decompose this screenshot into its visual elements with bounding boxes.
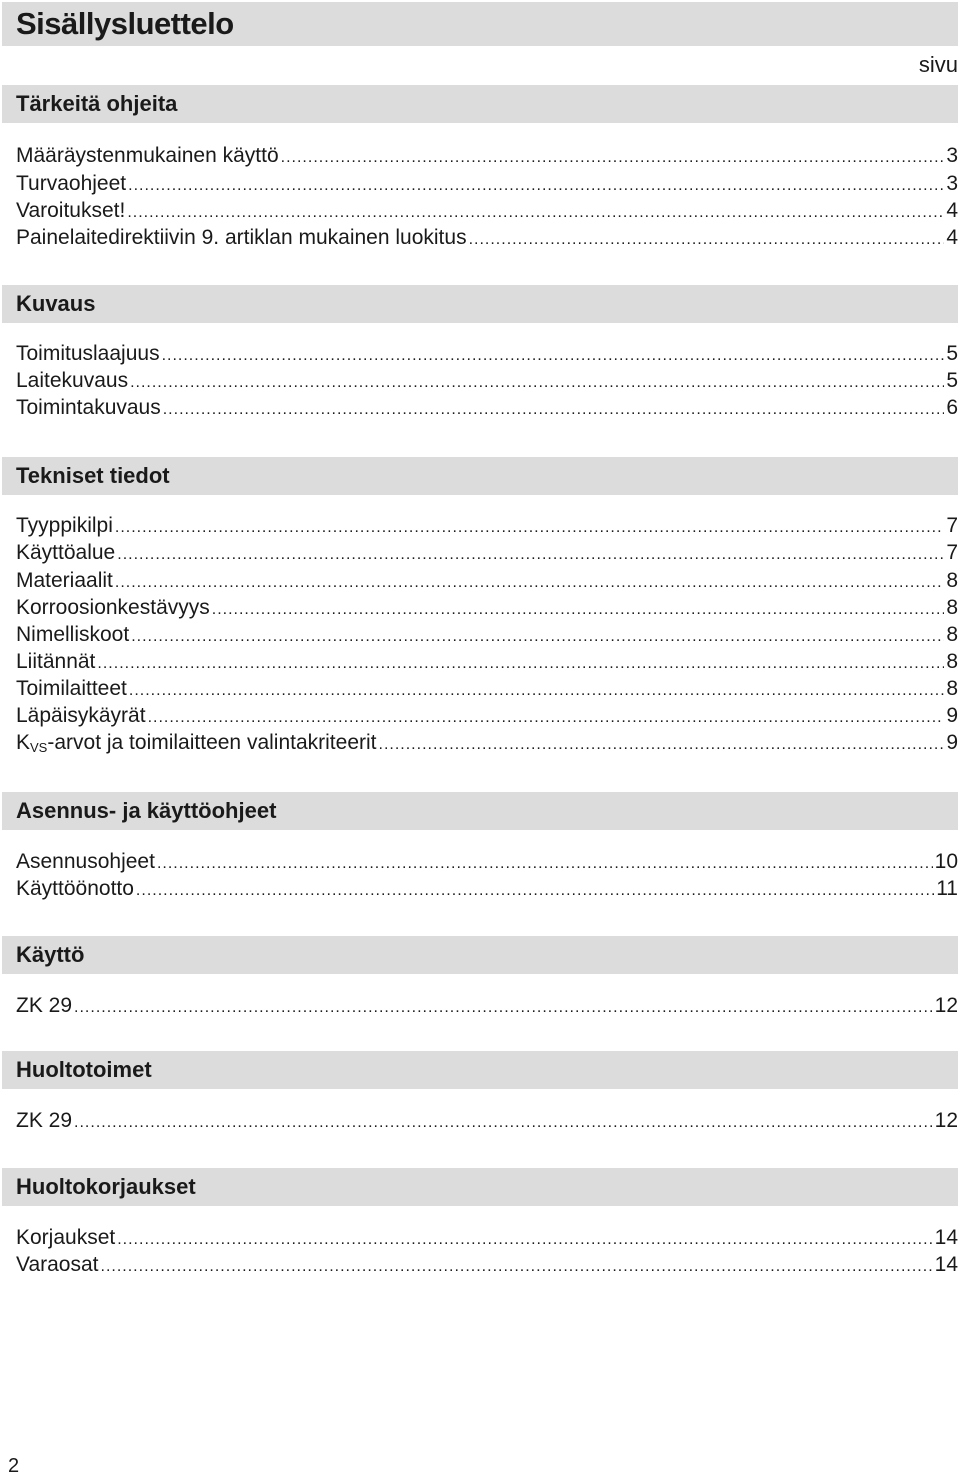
dot-leader xyxy=(469,226,945,254)
toc-entry[interactable] xyxy=(16,394,958,422)
toc-entry[interactable] xyxy=(16,675,958,703)
section-title: Huoltotoimet xyxy=(16,1057,152,1082)
section-title: Tekniset tiedot xyxy=(16,463,170,488)
toc-entry[interactable] xyxy=(16,729,958,757)
toc-entry-label: Korjaukset xyxy=(16,1226,116,1249)
toc-entry-label: ZK 29 xyxy=(16,994,73,1017)
toc-entry-label: Määräystenmukainen käyttö xyxy=(16,144,279,167)
section-title: Käyttö xyxy=(16,942,85,967)
toc-entry[interactable] xyxy=(16,702,958,730)
toc-entry[interactable] xyxy=(16,170,958,198)
toc-entry-page: 14 xyxy=(934,1253,958,1276)
toc-entry[interactable] xyxy=(16,594,958,622)
dot-leader xyxy=(136,877,934,905)
toc-entry-label: Varoitukset! xyxy=(16,199,126,222)
section-title: Kuvaus xyxy=(16,291,96,316)
toc-entry-page: 5 xyxy=(946,342,958,365)
toc-entry-label: Käyttöalue xyxy=(16,541,116,564)
toc-entry-page: 8 xyxy=(946,677,958,700)
toc-entry-page: 4 xyxy=(946,199,958,222)
toc-entry-label: Turvaohjeet xyxy=(16,172,127,195)
dot-leader xyxy=(212,596,945,624)
toc-title-bar xyxy=(2,2,958,46)
section-header xyxy=(2,85,958,123)
toc-entry-page: 7 xyxy=(946,541,958,564)
section-header xyxy=(2,936,958,974)
dot-leader xyxy=(162,342,945,370)
toc-entry[interactable] xyxy=(16,1224,958,1252)
toc-entry-label: Painelaitedirektiivin 9. artiklan mukainen luokitus xyxy=(16,226,467,249)
toc-entry-page: 8 xyxy=(946,623,958,646)
toc-entry-page: 8 xyxy=(946,569,958,592)
toc-entry-page: 11 xyxy=(936,877,958,900)
toc-entry-label: Korroosionkestävyys xyxy=(16,596,210,619)
toc-entry[interactable] xyxy=(16,1251,958,1279)
dot-leader xyxy=(117,541,944,569)
kvs-symbol: K xyxy=(16,731,31,754)
toc-entry[interactable] xyxy=(16,848,958,876)
toc-entry-page: 4 xyxy=(946,226,958,249)
toc-entry-page: 12 xyxy=(934,994,958,1017)
toc-entry[interactable] xyxy=(16,992,958,1020)
toc-entry[interactable] xyxy=(16,875,958,903)
page-column-label: sivu xyxy=(918,52,958,77)
page-number: 2 xyxy=(8,1455,20,1477)
dot-leader xyxy=(115,514,944,542)
dot-leader xyxy=(281,144,945,172)
toc-entry[interactable] xyxy=(16,197,958,225)
toc-entry-label: Tyyppikilpi xyxy=(16,514,113,537)
toc-entry-label: Laitekuvaus xyxy=(16,369,129,392)
dot-leader xyxy=(129,677,944,705)
dot-leader xyxy=(115,569,944,597)
toc-entry-label: Asennusohjeet xyxy=(16,850,155,873)
section-title: Huoltokorjaukset xyxy=(16,1174,196,1199)
toc-entry-label: Varaosat xyxy=(16,1253,99,1276)
toc-entry-page: 7 xyxy=(946,514,958,537)
kvs-subscript: VS xyxy=(30,740,48,755)
toc-entry[interactable] xyxy=(16,1107,958,1135)
toc-entry-label: Nimelliskoot xyxy=(16,623,130,646)
toc-entry-page: 12 xyxy=(934,1109,958,1132)
toc-entry-label-kvs xyxy=(16,729,377,759)
dot-leader xyxy=(117,1226,932,1254)
dot-leader xyxy=(163,396,945,424)
dot-leader xyxy=(379,731,945,759)
toc-entry-page: 10 xyxy=(934,850,958,873)
dot-leader xyxy=(148,704,945,732)
section-header xyxy=(2,457,958,495)
toc-entry[interactable] xyxy=(16,539,958,567)
toc-entry[interactable] xyxy=(16,340,958,368)
toc-entry-label: Liitännät xyxy=(16,650,96,673)
toc-entry[interactable] xyxy=(16,648,958,676)
toc-entry[interactable] xyxy=(16,142,958,170)
dot-leader xyxy=(157,850,933,878)
toc-entry-label: Toimituslaajuus xyxy=(16,342,160,365)
dot-leader xyxy=(74,994,933,1022)
toc-entry-label: Käyttöönotto xyxy=(16,877,134,900)
toc-entry[interactable] xyxy=(16,512,958,540)
section-title: Tärkeitä ohjeita xyxy=(16,91,178,116)
dot-leader xyxy=(128,172,944,200)
toc-entry-page: 9 xyxy=(946,704,958,727)
toc-entry-label: Toimilaitteet xyxy=(16,677,127,700)
section-header xyxy=(2,792,958,830)
toc-entry-page: 8 xyxy=(946,596,958,619)
toc-entry-label: Toimintakuvaus xyxy=(16,396,161,419)
toc-entry-page: 5 xyxy=(946,369,958,392)
toc-entry-page: 6 xyxy=(946,396,958,419)
toc-entry-page: 8 xyxy=(946,650,958,673)
toc-entry[interactable] xyxy=(16,621,958,649)
section-header xyxy=(2,1051,958,1089)
dot-leader xyxy=(97,650,944,678)
toc-entry-page: 3 xyxy=(946,144,958,167)
toc-entry-label: Läpäisykäyrät xyxy=(16,704,146,727)
toc-entry-label: ZK 29 xyxy=(16,1109,73,1132)
section-header xyxy=(2,1168,958,1206)
toc-entry-page: 9 xyxy=(946,731,958,754)
kvs-label-text: -arvot ja toimilaitteen valintakriteerit xyxy=(47,731,377,754)
dot-leader xyxy=(130,369,944,397)
toc-entry-page: 14 xyxy=(934,1226,958,1249)
toc-entry[interactable] xyxy=(16,567,958,595)
toc-entry[interactable] xyxy=(16,367,958,395)
toc-entry[interactable] xyxy=(16,224,958,252)
page-title: Sisällysluettelo xyxy=(16,6,234,41)
section-title: Asennus- ja käyttöohjeet xyxy=(16,798,277,823)
section-header xyxy=(2,285,958,323)
dot-leader xyxy=(101,1253,933,1281)
toc-entry-label: Materiaalit xyxy=(16,569,113,592)
dot-leader xyxy=(74,1109,933,1137)
toc-entry-page: 3 xyxy=(946,172,958,195)
dot-leader xyxy=(131,623,944,651)
dot-leader xyxy=(127,199,944,227)
